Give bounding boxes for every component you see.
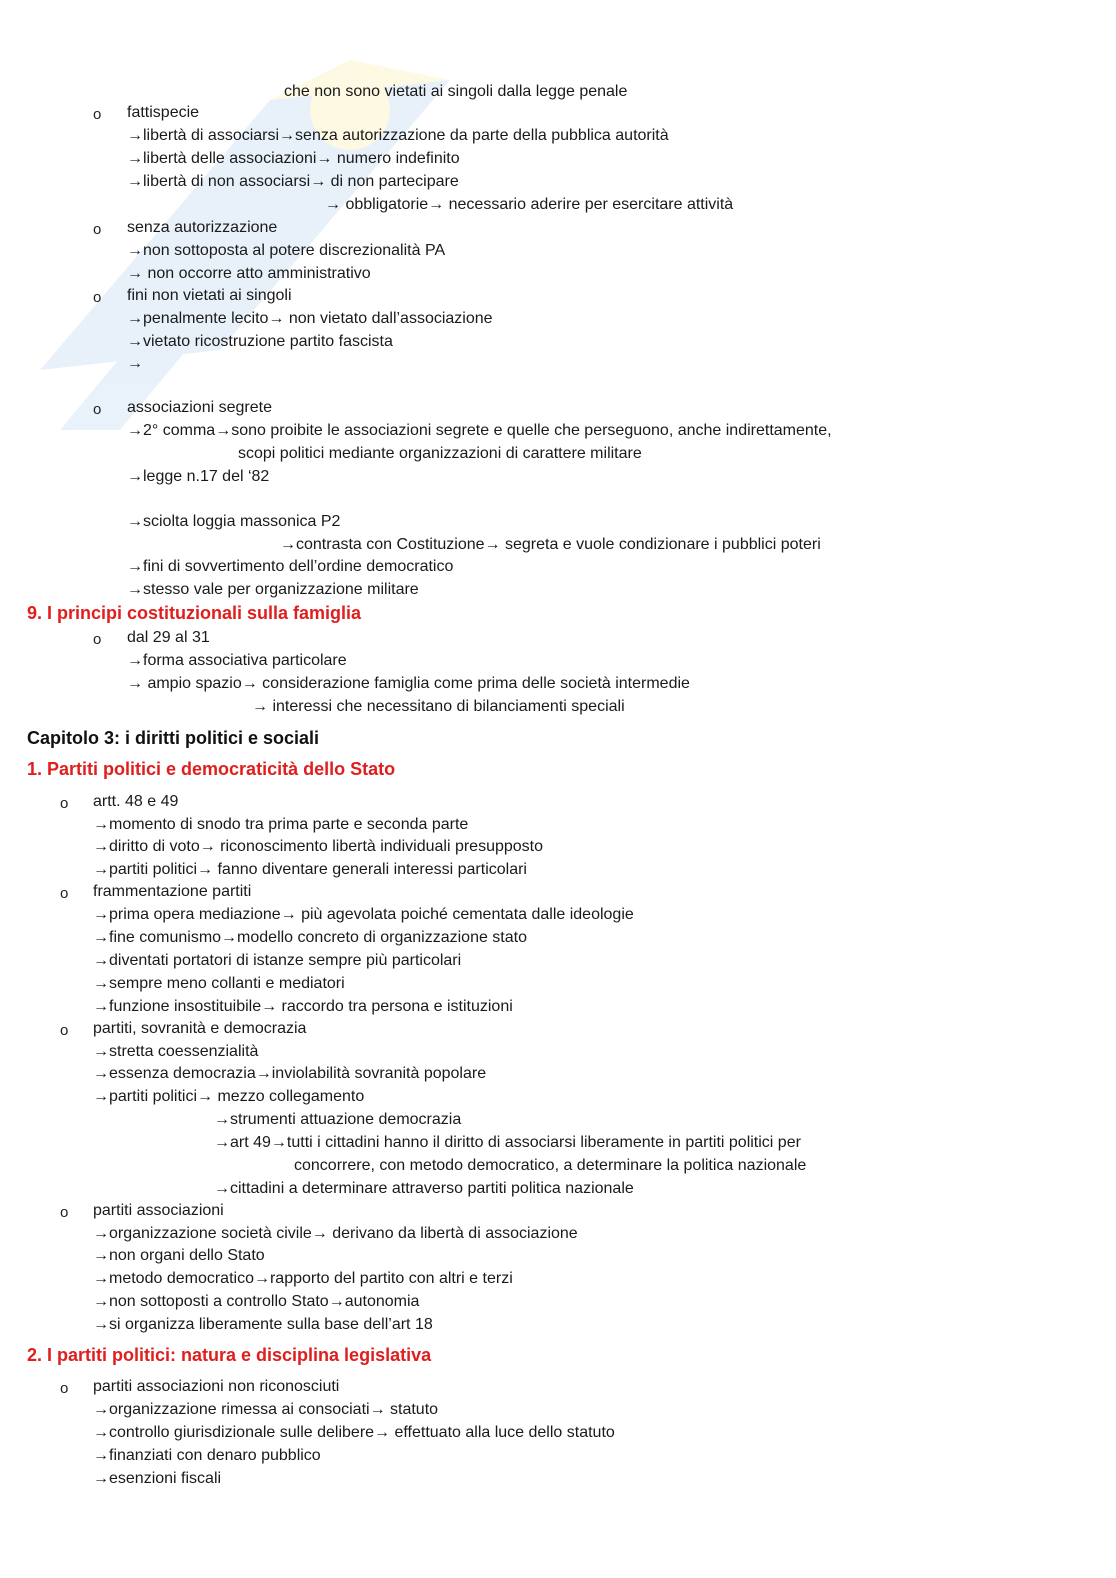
- text-line: →vietato ricostruzione partito fascista: [127, 333, 393, 350]
- text-line: →essenza democrazia→inviolabilità sovranità popolare: [93, 1065, 487, 1082]
- text-line: → interessi che necessitano di bilanciamenti speciali: [252, 698, 625, 715]
- text-line: →fine comunismo→modello concreto di organizzazione stato: [93, 929, 527, 946]
- bullet-marker: o: [60, 1204, 69, 1221]
- text-line: →si organizza liberamente sulla base dell’art 18: [93, 1316, 433, 1333]
- text-line: → ampio spazio→ considerazione famiglia come prima delle società intermedie: [127, 675, 690, 692]
- bullet-marker: o: [93, 289, 102, 306]
- section-heading: 1. Partiti politici e democraticità dello Stato: [27, 759, 396, 779]
- bullet-marker: o: [60, 1380, 69, 1397]
- text-line: →controllo giurisdizionale sulle delibere→ effettuato alla luce dello statuto: [93, 1424, 615, 1441]
- text-line: →fini di sovvertimento dell’ordine democratico: [127, 558, 454, 575]
- text-line: che non sono vietati ai singoli dalla legge penale: [284, 83, 628, 100]
- text-line: →stesso vale per organizzazione militare: [127, 581, 419, 598]
- text-line: →organizzazione società civile→ derivano da libertà di associazione: [93, 1225, 578, 1242]
- text-line: →non sottoposta al potere discrezionalità PA: [127, 242, 446, 259]
- text-line: →legge n.17 del ‘82: [127, 468, 270, 485]
- bullet-marker: o: [60, 885, 69, 902]
- text-line: → non occorre atto amministrativo: [127, 265, 371, 282]
- text-line: →momento di snodo tra prima parte e seconda parte: [93, 816, 469, 833]
- bullet-marker: o: [93, 401, 102, 418]
- bullet-item: artt. 48 e 49: [93, 793, 179, 810]
- text-line: →: [127, 355, 143, 372]
- text-line: →finanziati con denaro pubblico: [93, 1447, 321, 1464]
- text-line: →esenzioni fiscali: [93, 1470, 222, 1487]
- text-line: →penalmente lecito→ non vietato dall’associazione: [127, 310, 493, 327]
- text-line: →partiti politici→ fanno diventare generali interessi particolari: [93, 861, 527, 878]
- text-line: →sempre meno collanti e mediatori: [93, 975, 345, 992]
- bullet-item: senza autorizzazione: [127, 219, 278, 236]
- text-line: concorrere, con metodo democratico, a determinare la politica nazionale: [294, 1157, 807, 1174]
- text-line: →organizzazione rimessa ai consociati→ statuto: [93, 1401, 439, 1418]
- bullet-item: fattispecie: [127, 104, 200, 121]
- text-line: →non sottoposti a controllo Stato→autonomia: [93, 1293, 420, 1310]
- bullet-item: dal 29 al 31: [127, 629, 210, 646]
- text-line: →libertà di non associarsi→ di non partecipare: [127, 173, 459, 190]
- text-line: →partiti politici→ mezzo collegamento: [93, 1088, 365, 1105]
- bullet-marker: o: [93, 221, 102, 238]
- bullet-item: associazioni segrete: [127, 399, 272, 416]
- text-line: →art 49→tutti i cittadini hanno il diritto di associarsi liberamente in partiti politici per: [214, 1134, 801, 1151]
- bullet-item: partiti associazioni non riconosciuti: [93, 1378, 340, 1395]
- text-line: →forma associativa particolare: [127, 652, 347, 669]
- text-line: →libertà delle associazioni→ numero indefinito: [127, 150, 460, 167]
- text-line: →metodo democratico→rapporto del partito con altri e terzi: [93, 1270, 513, 1287]
- bullet-marker: o: [60, 1022, 69, 1039]
- text-line: →cittadini a determinare attraverso partiti politica nazionale: [214, 1180, 634, 1197]
- section-heading: 9. I principi costituzionali sulla famiglia: [27, 603, 362, 623]
- text-line: →non organi dello Stato: [93, 1247, 265, 1264]
- text-line: scopi politici mediante organizzazioni di carattere militare: [238, 445, 642, 462]
- bullet-item: partiti associazioni: [93, 1202, 224, 1219]
- text-line: →diritto di voto→ riconoscimento libertà individuali presupposto: [93, 838, 543, 855]
- text-line: →strumenti attuazione democrazia: [214, 1111, 462, 1128]
- text-line: →funzione insostituibile→ raccordo tra persona e istituzioni: [93, 998, 513, 1015]
- bullet-marker: o: [60, 795, 69, 812]
- text-line: →prima opera mediazione→ più agevolata poiché cementata dalle ideologie: [93, 906, 634, 923]
- text-line: →libertà di associarsi→senza autorizzazione da parte della pubblica autorità: [127, 127, 669, 144]
- text-line: →contrasta con Costituzione→ segreta e vuole condizionare i pubblici poteri: [280, 536, 821, 553]
- chapter-title: Capitolo 3: i diritti politici e sociali: [27, 728, 320, 748]
- bullet-marker: o: [93, 631, 102, 648]
- bullet-item: partiti, sovranità e democrazia: [93, 1020, 307, 1037]
- text-line: →sciolta loggia massonica P2: [127, 513, 341, 530]
- text-line: →2° comma→sono proibite le associazioni segrete e quelle che perseguono, anche indirettamente,: [127, 422, 832, 439]
- bullet-item: frammentazione partiti: [93, 883, 252, 900]
- text-line: → obbligatorie→ necessario aderire per esercitare attività: [325, 196, 734, 213]
- text-line: →stretta coessenzialità: [93, 1043, 259, 1060]
- bullet-marker: o: [93, 106, 102, 123]
- section-heading: 2. I partiti politici: natura e disciplina legislativa: [27, 1345, 432, 1365]
- bullet-item: fini non vietati ai singoli: [127, 287, 292, 304]
- text-line: →diventati portatori di istanze sempre più particolari: [93, 952, 462, 969]
